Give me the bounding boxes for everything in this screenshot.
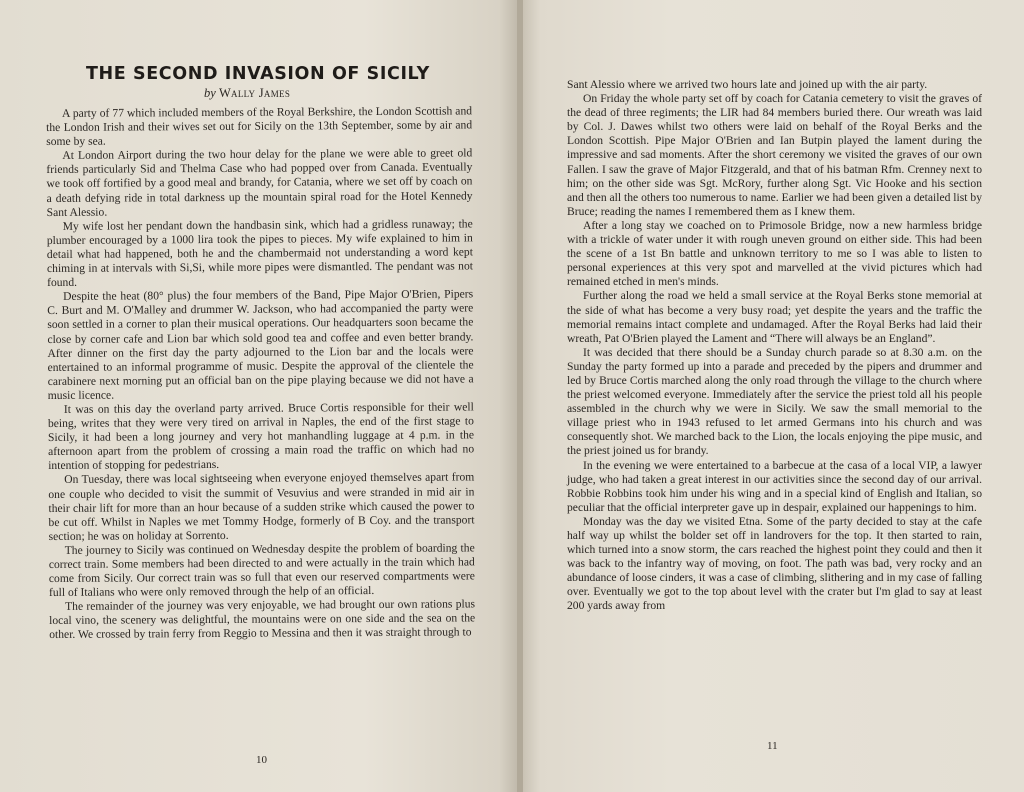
paragraph: Sant Alessio where we arrived two hours late and joined up with the air party. (567, 78, 928, 91)
paragraph: It was on this day the overland party arrived. Bruce Cortis responsible for their well being, writes that they were very tired on arrival in Naples, the end of the first stage to Sicily, it had been a long journey and very hot manhandling luggage at 4 p.m. in the afternoon apart from the problem of crossing a main road the traffic on which had no intention of stopping for pedestrians. (47, 400, 475, 473)
paragraph: After a long stay we coached on to Primosole Bridge, now a new harmless bridge with a trickle of water under it with rough uneven ground on either side. This had been the scene of a 1st Bn battle and unknown territory to me so I was able to listen to personal experiences at this very spot and marvelled at the vivid pictures which had remained etched in men's minds. (567, 218, 982, 289)
byline-prefix: by (204, 86, 219, 100)
paragraph: The remainder of the journey was very enjoyable, we had brought our own rations plus local vino, the scenery was delightful, the mountains were on one side and the sea on the other. We crossed by train ferry from Reggio to Messina and then it was straight through to (49, 597, 476, 642)
paragraph: The journey to Sicily was continued on Wednesday despite the problem of boarding the correct train. Some members had been directed to and were actually in the train which had come from Sicily. Our correct train was so full that even our reserved compartments were full of Italians who were only removed through the help of an official. (48, 541, 475, 600)
byline (204, 86, 290, 101)
book-gutter (517, 0, 523, 792)
paragraph: On Tuesday, there was local sightseeing when everyone enjoyed themselves apart from one couple who decided to visit the summit of Vesuvius and were stranded in mid air in their chair lift for more than an hour because of a sudden strike which caused the power to be cut off. Whilst in Naples we met Tommy Hodge, formerly of B Coy. and the transport section; he was on holiday at Sorrento. (48, 470, 475, 543)
paragraph: At London Airport during the two hour delay for the plane we were able to greet old friends particularly Sid and Thelma Case who had popped over from Canada. Eventually we took off fortified by a good meal and brandy, for Catania, where we set off by coach on a death defying ride in total darkness up the mountain spiral road for the Hotel Kennedy Sant Alessio. (46, 146, 473, 219)
paragraph: On Friday the whole party set off by coach for Catania cemetery to visit the graves of the dead of three regiments; the LIR had 84 members buried there. Our wreath was laid by Col. J. Dawes whilst two others were laid on behalf of the Royal Berks and the London Scottish. Pipe Major O'Brien and Ian Butpin played the lament during the impressive and sad moments. After the short ceremony we visited the graves of our own Fallen. I saw the grave of Major Fitzgerald, and that of his batman Rfm. Crenney next to him; on the other side was Sgt. McRory, further along Sgt. Vic Hooke and his section and then all the others too numerous to name. Earlier we had been given a detailed list by Bruce; reading the names I remembered them as I knew them. (567, 92, 982, 218)
paragraph: A party of 77 which included members of the Royal Berkshire, the London Scottish and the London Irish and their wives set out for Sicily on the 13th September, some by air and some by sea. (46, 104, 473, 149)
page-number-left: 10 (256, 754, 267, 766)
paragraph: My wife lost her pendant down the handbasin sink, which had a gridless runaway; the plumber encouraged by a 1000 lira took the pipes to pieces. My wife explained to him in detail what had happened, both he and the chambermaid not understanding a word kept chiming in at intervals with Si,Si, while more pipes were dismantled. The pendant was not found. (46, 217, 474, 290)
paragraph: In the evening we were entertained to a barbecue at the casa of a local VIP, a lawyer judge, who had taken a great interest in our activities since the second day of our arrival. Robbie Robbins took him under his wing and in a special kind of English and Italian, so peculiar that the official interpreter gave up in despair, explained our happenings to him. (567, 458, 982, 514)
page-number-right: 11 (767, 740, 778, 752)
article-title: THE SECOND INVASION OF SICILY (86, 64, 430, 84)
paragraph: It was decided that there should be a Sunday church parade so at 8.30 a.m. on the Sunday the party formed up into a parade and preceded by the pipers and drummer and led by Bruce Cortis marched along the only road through the village to the church where the priest welcomed everyone. Immediately after the service the priest told all his people assembled in the church why we were in Sicily. We saw the small memorial to the village priest who in 1943 refused to let armed Germans into his church and was consequently shot. We marched back to the Lion, the locals enjoying the pipe music, and the priest joined us for brandy. (567, 345, 982, 458)
paragraph: Despite the heat (80° plus) the four members of the Band, Pipe Major O'Brien, Pipers C. Burt and M. O'Malley and drummer W. Jackson, who had accompanied the party were soon settled in a corner to plan their musical operations. Our headquarters soon became the close by corner cafe and Lion bar which sold good tea and coffee and even better brandy. After dinner on the first day the party adjourned to the Lion bar and the locals were entertained to an informal programme of music. Despite the approval of the clientele the carabinere next morning put an official ban on the pipe playing because we did not have a music licence. (47, 287, 474, 402)
paragraph: Further along the road we held a small service at the Royal Berks stone memorial at the side of what has become a very busy road; yet despite the years and the traffic the memorial remains intact complete and undamaged. After the Royal Berks had laid their wreath, Pat O'Brien played the Lament and “There will always be an England”. (567, 289, 982, 345)
right-page (520, 0, 1024, 792)
right-text-column (567, 78, 982, 614)
left-text-column (46, 104, 475, 642)
byline-author: Wally James (218, 86, 291, 100)
paragraph: Monday was the day we visited Etna. Some of the party decided to stay at the cafe half way up whilst the bolder set off in landrovers for the top. It then started to rain, which turned into a snow storm, the cars reached the highest point they could and then it was back to the infantry way of moving, on foot. The path was bad, very rocky and an abundance of loose cinders, it was a case of climbing, slithering and in my case of falling over. Eventually we got to the top about level with the crater but I'm glad to say at least 200 yards away from (567, 514, 982, 613)
